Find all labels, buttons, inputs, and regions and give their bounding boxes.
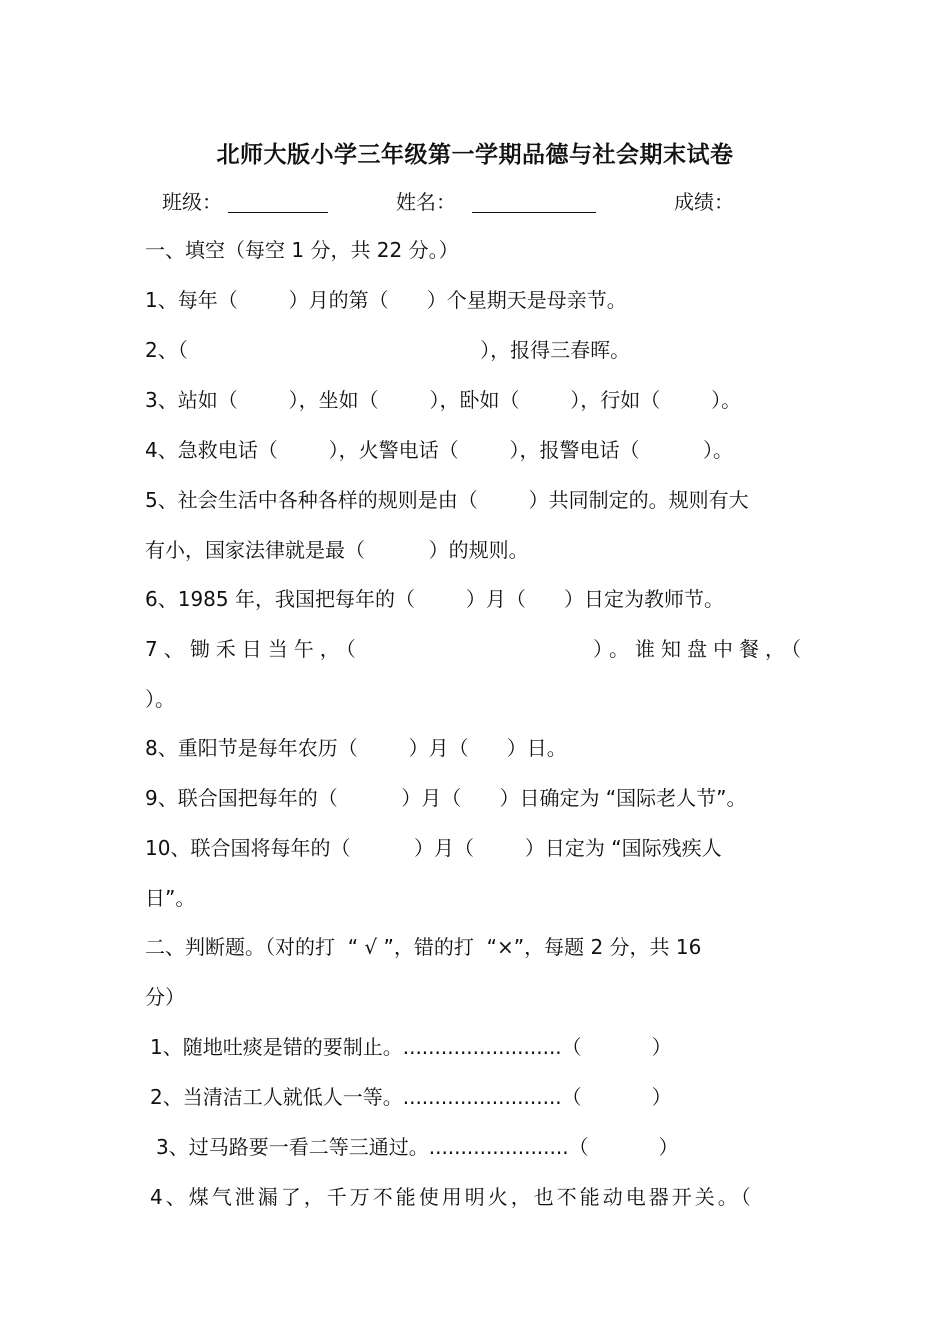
fill-question-7-line2: ）。 bbox=[145, 687, 175, 711]
judge-question-1: 1、随地吐痰是错的要制止。.........................（ ） bbox=[150, 1035, 672, 1059]
fill-question-7-left: 7、锄禾日当午，（ bbox=[145, 637, 362, 661]
judge-question-2: 2、当清洁工人就低人一等。.........................（ ） bbox=[150, 1085, 672, 1109]
fill-question-5-line1: 5、社会生活中各种各样的规则是由（ ）共同制定的。规则有大 bbox=[145, 488, 749, 512]
fill-question-10-line1: 10、联合国将每年的（ ）月（ ）日定为 “国际残疾人 bbox=[145, 836, 722, 860]
section2-heading-line1: 二、判断题。（对的打 “ √ ”，错的打 “×”，每题 2 分，共 16 bbox=[145, 935, 702, 959]
fill-question-6: 6、1985 年，我国把每年的（ ）月（ ）日定为教师节。 bbox=[145, 587, 724, 611]
judge-question-4: 4、煤气泄漏了，千万不能使用明火，也不能动电器开关。（ bbox=[150, 1185, 754, 1209]
fill-question-7-line1 bbox=[145, 635, 807, 663]
fill-question-1: 1、每年（ ）月的第（ ）个星期天是母亲节。 bbox=[145, 288, 627, 312]
fill-question-7-right: ）。谁知盘中餐，（ bbox=[593, 637, 807, 661]
class-blank bbox=[228, 186, 328, 213]
fill-question-4: 4、急救电话（ ），火警电话（ ），报警电话（ ）。 bbox=[145, 438, 734, 462]
fill-question-3: 3、站如（ ），坐如（ ），卧如（ ），行如（ ）。 bbox=[145, 388, 742, 412]
fill-question-5-line2: 有小，国家法律就是最（ ）的规则。 bbox=[145, 538, 529, 562]
score-label: 成绩： bbox=[674, 190, 734, 214]
page-title: 北师大版小学三年级第一学期品德与社会期末试卷 bbox=[216, 142, 734, 168]
judge-question-3: 3、过马路要一看二等三通过。......................（ ） bbox=[156, 1135, 679, 1159]
class-label: 班级： bbox=[162, 190, 222, 214]
section2-heading-line2: 分） bbox=[145, 985, 185, 1009]
fill-question-8: 8、重阳节是每年农历（ ）月（ ）日。 bbox=[145, 736, 567, 760]
fill-question-2: 2、（ ），报得三春晖。 bbox=[145, 338, 631, 362]
name-blank bbox=[472, 186, 596, 213]
student-info-row bbox=[162, 186, 862, 216]
fill-question-10-line2: 日”。 bbox=[145, 886, 196, 910]
fill-question-9: 9、联合国把每年的（ ）月（ ）日确定为 “国际老人节”。 bbox=[145, 786, 747, 810]
name-label: 姓名： bbox=[396, 190, 456, 214]
section1-heading: 一、填空（每空 1 分，共 22 分。） bbox=[145, 238, 459, 262]
